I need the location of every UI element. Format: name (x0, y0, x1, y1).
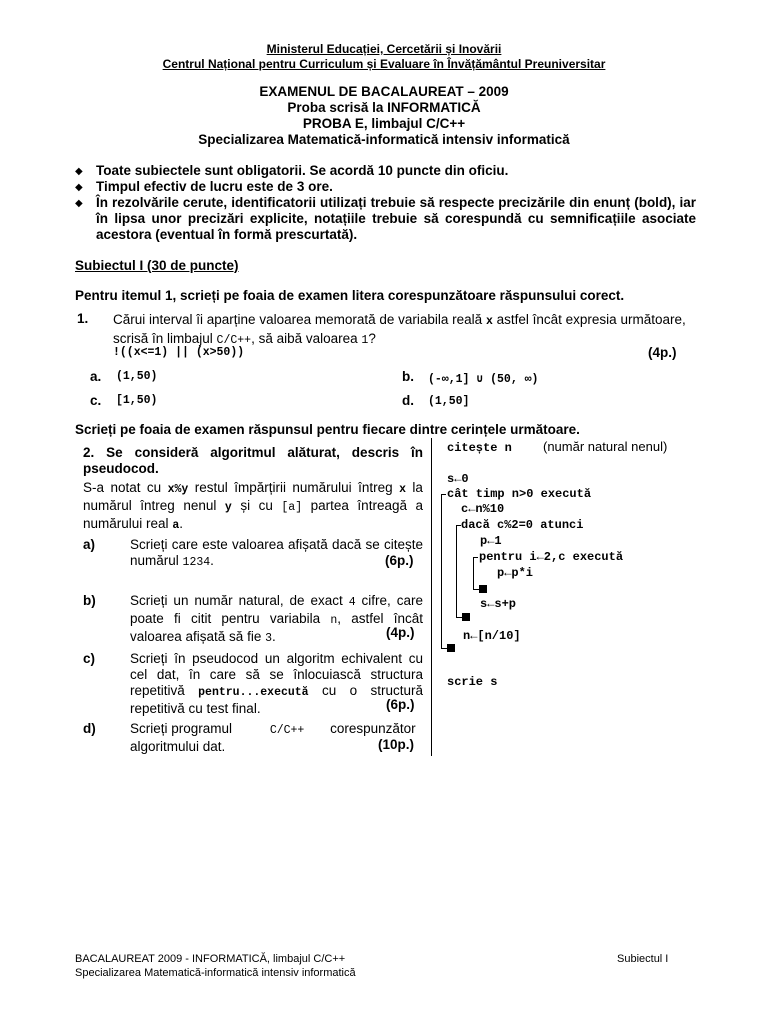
bullet-icon: ◆ (75, 198, 83, 209)
option-a-value: (1,50) (116, 370, 158, 383)
specialization-title: Specializarea Matematică-informatică intensiv informatică (198, 132, 570, 147)
option-d-value: (1,50] (428, 395, 470, 408)
end-if-marker (462, 613, 470, 621)
end-for-marker (479, 585, 487, 593)
var-x: x (485, 315, 493, 328)
column-divider (431, 438, 432, 756)
proba-title: Proba scrisă la INFORMATICĂ (287, 100, 481, 115)
item2d-letter: d) (83, 721, 96, 736)
item2b-points: (4p.) (386, 625, 415, 640)
item2-heading: 2. Se consideră algoritmul alăturat, descris în pseudocod. (83, 445, 423, 476)
pc-if: dacă c%2=0 atunci (461, 518, 584, 532)
end-while-marker (447, 644, 455, 652)
item2a-text: Scrieți care este valoarea afișată dacă se citește numărul 1234. (130, 537, 423, 569)
rule-2: Timpul efectiv de lucru este de 3 ore. (96, 179, 333, 194)
item2c-points: (6p.) (386, 697, 415, 712)
option-b-letter: b. (402, 369, 414, 384)
item2d-points: (10p.) (378, 737, 415, 752)
pc-line-c: c←n%10 (461, 502, 505, 516)
exam-title: EXAMENUL DE BACALAUREAT – 2009 (259, 84, 509, 99)
item1-expression: !((x<=1) || (x>50)) (113, 346, 245, 359)
pc-write: scrie s (447, 675, 498, 689)
bullet-icon: ◆ (75, 182, 83, 193)
item1-number: 1. (77, 311, 89, 326)
item2a-points: (6p.) (385, 553, 414, 568)
item1-points: (4p.) (648, 345, 677, 360)
item2-notation: S-a notat cu x%y restul împărțirii numărului întreg x la numărul întreg nenul y și cu [a] partea întreagă a numărului real a. (83, 480, 423, 532)
bullet-icon: ◆ (75, 166, 83, 177)
option-c-value: [1,50) (116, 394, 158, 407)
option-a-letter: a. (90, 369, 102, 384)
rule-3: În rezolvările cerute, identificatorii utilizați trebuie să respecte precizările din enunț (bold), iar în lipsa unor precizări explicite, notațiile trebuie să corespundă cu semnificațiile asociate acestora (eventual în formă prescurtată). (96, 195, 696, 242)
option-d-letter: d. (402, 393, 414, 408)
item2b-letter: b) (83, 593, 96, 608)
header-center: Centrul Național pentru Curriculum și Evaluare în Învățământul Preuniversitar (162, 57, 606, 71)
item2a-letter: a) (83, 537, 96, 552)
item2c-letter: c) (83, 651, 96, 666)
subject-title: Subiectul I (30 de puncte) (75, 258, 239, 273)
pc-line-n: n←[n/10] (463, 629, 521, 643)
instruction-2: Scrieți pe foaia de examen răspunsul pentru fiecare dintre cerințele următoare. (75, 422, 580, 437)
footer-left-1: BACALAUREAT 2009 - INFORMATICĂ, limbajul C/C++ (75, 953, 346, 965)
pc-read: citește n (447, 441, 512, 455)
option-c-letter: c. (90, 393, 102, 408)
footer-left-2: Specializarea Matematică-informatică intensiv informatică (75, 967, 356, 979)
footer-right: Subiectul I (617, 953, 669, 965)
rule-1: Toate subiectele sunt obligatorii. Se acordă 10 puncte din oficiu. (96, 163, 509, 178)
item2c-text: Scrieți în pseudocod un algoritm echivalent cu cel dat, în care să se înlocuiască structura repetitivă pentru...execută cu o structură repetitivă cu test final. (130, 651, 423, 716)
pc-while: cât timp n>0 execută (447, 487, 592, 501)
pc-line-s: s←s+p (480, 597, 517, 611)
instruction-1: Pentru itemul 1, scrieți pe foaia de examen litera corespunzătoare răspunsului corect. (75, 288, 625, 303)
option-b-value: (-∞,1] ∪ (50, ∞) (428, 373, 539, 386)
pc-line-p: p←p*i (497, 566, 534, 580)
item2b-text: Scrieți un număr natural, de exact 4 cifre, care poate fi citit pentru variabila n, astfel încât valoarea afișată să fie 3. (130, 593, 423, 645)
pc-for: pentru i←2,c execută (479, 550, 624, 564)
item2d-text: Scrieți programul C/C++ corespunzător algoritmului dat. (130, 721, 416, 754)
pc-line-p1: p←1 (480, 534, 502, 548)
proba-e-title: PROBA E, limbajul C/C++ (302, 116, 466, 131)
pc-read-note: (număr natural nenul) (543, 439, 668, 454)
header-ministry: Ministerul Educației, Cercetării și Inovării (266, 42, 502, 56)
pc-line-s0: s←0 (447, 472, 469, 486)
item1-question: Cărui interval îi aparține valoarea memorată de variabila reală x astfel încât expresia următoare, scrisă în limbajul C/C++, să aibă valoarea 1? (113, 312, 686, 347)
